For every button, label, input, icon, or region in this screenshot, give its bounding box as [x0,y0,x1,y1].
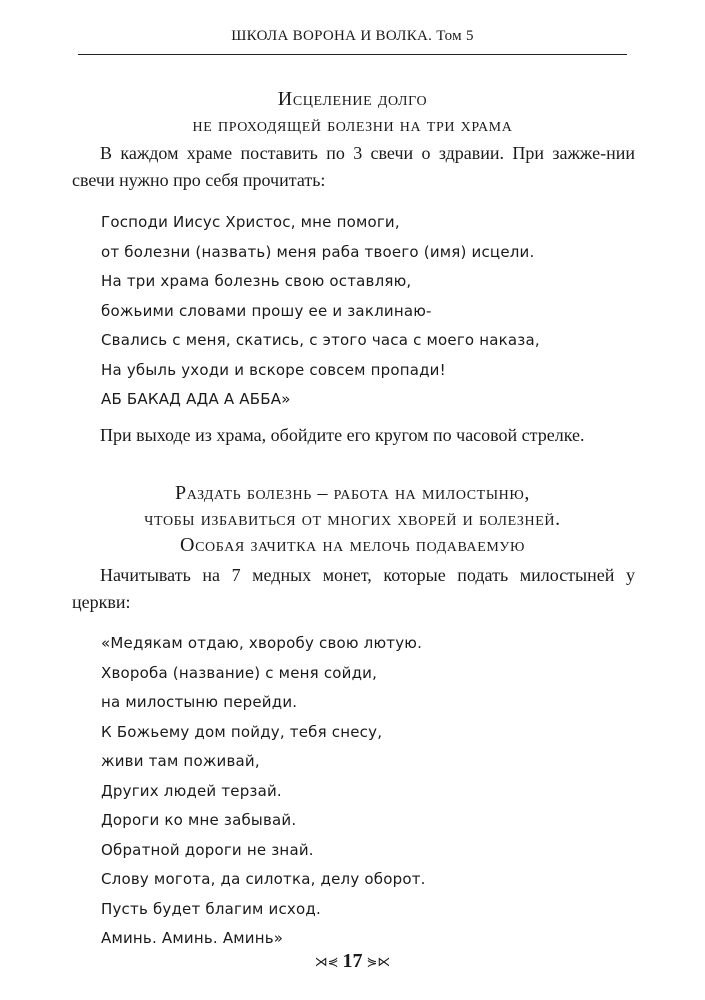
prayer-line: К Божьему дом пойду, тебя снесу, [101,722,383,741]
section1-after [72,422,635,449]
page-number: 17 [342,950,363,972]
prayer-line: Свались с меня, скатись, с этого часа с моего наказа, [101,331,540,349]
section2-intro-text: Начитывать на 7 медных монет, которые подать милостыней у церкви: [72,565,635,612]
prayer-line: Господи Иисус Христос, мне помоги, [101,213,400,231]
prayer-line: Других людей терзай. [101,781,282,800]
prayer-line: АБ БАКАД АДА А АББА» [101,390,291,408]
prayer-line: Пусть будет благим исход. [101,899,321,918]
left-ornament-icon: ⋊⋞ [314,954,339,970]
section2-prayer [101,629,635,954]
prayer-line: На три храма болезнь свою оставляю, [101,272,412,290]
section2-title-line: Раздать болезнь – работа на милостыню, [175,482,530,504]
prayer-line: Слову могота, да силотка, делу оборот. [101,870,426,888]
prayer-line: Дороги ко мне забывай. [101,811,297,829]
prayer-line: живи там поживай, [101,752,260,770]
section1-prayer [101,208,635,415]
prayer-line: На убыль уходи и вскоре совсем пропади! [101,360,446,379]
section1-title [70,86,635,138]
prayer-line: Аминь. Аминь. Аминь» [101,929,284,947]
section1-after-text: При выходе из храма, обойдите его кругом по часовой стрелке. [100,425,585,445]
prayer-line: божьими словами прошу ее и заклинаю- [101,301,432,320]
prayer-line: на милостыню перейди. [101,693,298,711]
running-head: ШКОЛА ВОРОНА И ВОЛКА. Том 5 [231,28,474,44]
section1-title-line: не проходящей болезни на три храма [192,114,513,136]
section2-intro [72,562,635,616]
header-rule [78,54,627,55]
section1-title-line: Исцеление долго [277,88,428,110]
page-footer [0,950,705,973]
prayer-line: Хвороба (название) с меня сойди, [101,663,378,682]
section2-title-line: Особая зачитка на мелочь подаваемую [180,534,525,556]
section1-intro [72,140,635,194]
prayer-line: Обратной дороги не знай. [101,840,314,859]
section1-intro-text: В каждом храме поставить по 3 свечи о здравии. При зажже-нии свечи нужно про себя прочитать: [72,143,635,190]
prayer-line: «Медякам отдаю, хворобу свою лютую. [101,634,423,652]
right-ornament-icon: ⋟⋉ [366,954,391,970]
section2-title [70,480,635,558]
prayer-line: от болезни (назвать) меня раба твоего (имя) исцели. [101,242,535,261]
section2-title-line: чтобы избавиться от многих хворей и болезней. [144,508,561,530]
